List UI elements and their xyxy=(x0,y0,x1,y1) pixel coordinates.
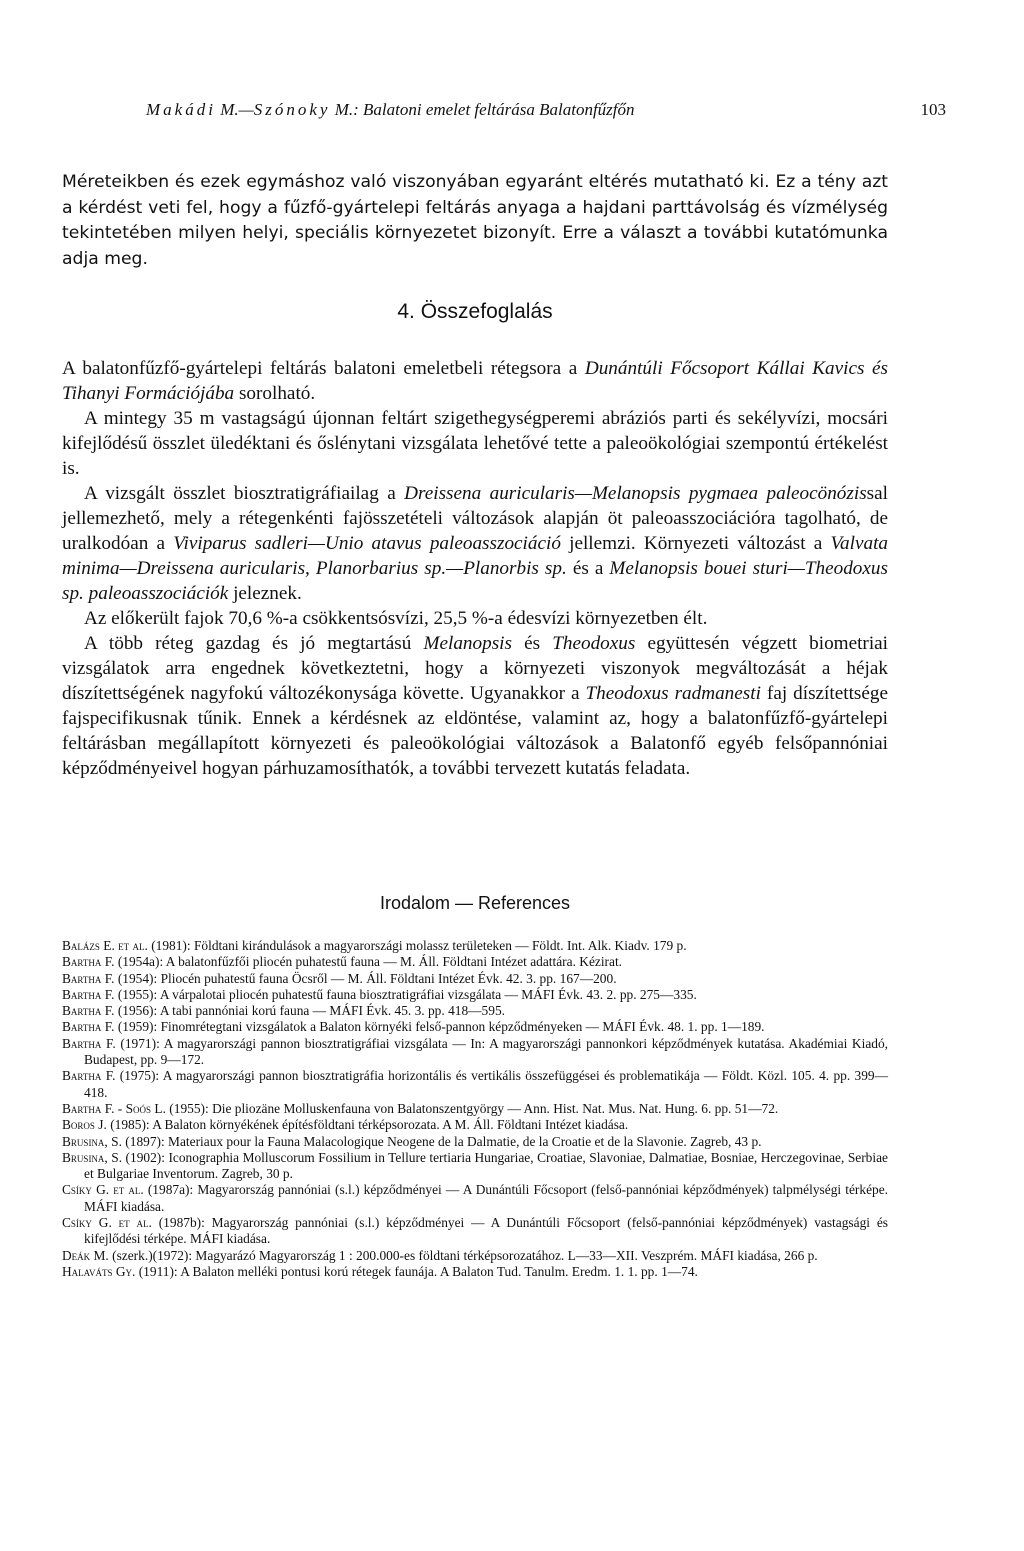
reference-text: (1975): A magyarországi pannon biosztratigráfia horizontális és vertikális összefüggései és problematikája — Földt. Közl. 105. 4. pp. 399—418. xyxy=(84,1068,888,1100)
reference-entry xyxy=(62,1068,888,1101)
references-list xyxy=(62,938,888,1280)
author-szonoky-initial: M.: xyxy=(330,100,364,119)
reference-author: Boros J. xyxy=(62,1117,107,1133)
text-run: és xyxy=(511,633,553,654)
text-run: sorolható. xyxy=(234,383,316,404)
reference-text: (1955): A várpalotai pliocén puhatestű fauna biosztratigráfiai vizsgálata — MÁFI Évk. 43. 2. pp. 275—335. xyxy=(114,986,697,1002)
italic-run: Viviparus sadleri—Unio atavus paleoasszociáció xyxy=(173,533,561,554)
reference-author: Bartha F. - Soós L. xyxy=(62,1100,166,1116)
reference-entry xyxy=(62,1150,888,1183)
italic-run: Valvata minima—Dreissena auricularis, Planorbarius sp.—Planorbis sp. xyxy=(62,533,888,579)
running-title: Balatoni emelet feltárása Balatonfűzfőn xyxy=(363,100,635,119)
author-makadi-initial: M.— xyxy=(215,100,254,119)
text-run: jellemzi. Környezeti változást a xyxy=(560,533,831,554)
reference-entry xyxy=(62,1134,888,1150)
reference-author: Bartha F. xyxy=(62,1068,116,1084)
reference-text: (1897): Materiaux pour la Fauna Malacologique Neogene de la Dalmatie, de la Croatie et de la Slavonie. Zagreb, 43 p. xyxy=(121,1133,762,1149)
running-header xyxy=(146,100,946,120)
reference-text: (1954): Pliocén puhatestű fauna Öcsről — M. Áll. Földtani Intézet Évk. 42. 3. pp. 167—200. xyxy=(114,970,617,986)
reference-entry xyxy=(62,954,888,970)
reference-text: (1959): Finomrétegtani vizsgálatok a Balaton környéki felső-pannon képződményeken — MÁFI Évk. 48. 1. pp. 1—189. xyxy=(114,1019,765,1035)
text-run: sal jellemezhető, mely a rétegenkénti fajösszetételi változások alapján öt paleoasszociációra tagolható, de uralkodóan a xyxy=(62,483,888,554)
italic-run: Theodoxus xyxy=(552,633,636,654)
reference-entry xyxy=(62,1182,888,1215)
page-number: 103 xyxy=(920,100,946,119)
reference-author: Halaváts Gy. xyxy=(62,1263,136,1279)
text-run: A vizsgált összlet biosztratigráfiailag a xyxy=(84,483,405,504)
text-run: A több réteg gazdag és jó megtartású xyxy=(84,633,424,654)
summary-paragraph-3 xyxy=(62,481,888,606)
reference-author: Deák M. xyxy=(62,1247,109,1263)
reference-author: Bartha F. xyxy=(62,954,115,970)
section-title: 4. Összefoglalás xyxy=(397,300,553,323)
summary-paragraph-4: Az előkerült fajok 70,6 %-a csökkentsósvízi, 25,5 %-a édesvízi környezetben élt. xyxy=(84,608,708,629)
reference-author: Csíky G. et al. xyxy=(62,1182,144,1198)
summary-paragraph-5 xyxy=(62,631,888,781)
reference-entry xyxy=(62,987,888,1003)
author-makadi: Makádi xyxy=(146,100,216,119)
reference-author: Bartha F. xyxy=(62,970,115,986)
reference-text: (szerk.)(1972): Magyarázó Magyarország 1 : 200.000-es földtani térképsorozatához. L—33—XII. Veszprém. MÁFI kiadása, 266 p. xyxy=(108,1247,818,1263)
reference-author: Balázs E. et al. xyxy=(62,938,148,953)
author-szonoky: Szónoky xyxy=(253,100,331,119)
reference-entry xyxy=(62,1117,888,1133)
reference-text: (1955): Die pliozäne Molluskenfauna von Balatonszentgyörgy — Ann. Hist. Nat. Mus. Nat. Hung. 6. pp. 51—72. xyxy=(165,1100,779,1116)
summary-body xyxy=(62,356,888,781)
reference-entry xyxy=(62,1036,888,1069)
reference-author: Csíky G. et al. xyxy=(62,1215,152,1231)
reference-text: (1987b): Magyarország pannóniai (s.l.) képződményei — A Dunántúli Főcsoport (felső-pannóniai képződmények) vastagsági és kifejlődési térképe. MÁFI kiadása. xyxy=(84,1215,888,1247)
reference-entry xyxy=(62,1019,888,1035)
reference-entry xyxy=(62,1003,888,1019)
reference-text: (1954a): A balatonfűzfői pliocén puhatestű fauna — M. Áll. Földtani Intézet adattára. Kézirat. xyxy=(114,954,623,970)
reference-text: (1971): A magyarországi pannon biosztratigráfiai vizsgálata — In: A magyarországi pannonkori képződmények kutatása. Akadémiai Kiadó, Budapest, pp. 9—172. xyxy=(84,1035,888,1068)
reference-text: (1902): Iconographia Molluscorum Fossilium in Tellure tertiaria Hungariae, Croatiae, Slavoniae, Dalmatiae, Bosniae, Herczegovinae, Serbiae et Bulgariae Inventorum. Zagreb, 30 p. xyxy=(84,1149,888,1182)
summary-paragraph-2: A mintegy 35 m vastagságú újonnan feltárt szigethegységperemi abráziós parti és sekélyvízi, mocsári kifejlődésű összlet üledéktani és őslénytani vizsgálata lehetővé tette a paleoökológiai szempontú értékelést is. xyxy=(62,408,888,479)
reference-author: Bartha F. xyxy=(62,986,115,1002)
reference-text: (1987a): Magyarország pannóniai (s.l.) képződményei — A Dunántúli Főcsoport (felső-pannóniai képződmények) talpmélységi térképe. MÁFI kiadása. xyxy=(84,1182,888,1214)
italic-run: Dunántúli Főcsoport Kállai Kavics és Tihanyi Formációjába xyxy=(62,358,888,404)
text-run: együttesén végzett biometriai vizsgálatok arra engednek következtetni, hogy a környezeti viszonyok megváltozását a héjak díszítettségének nagyfokú változékonysága követte. Ugyanakkor a xyxy=(62,633,889,704)
reference-text: (1956): A tabi pannóniai korú fauna — MÁFI Évk. 45. 3. pp. 418—595. xyxy=(114,1003,505,1019)
reference-entry xyxy=(62,1215,888,1248)
reference-entry xyxy=(62,1101,888,1117)
reference-author: Bartha F. xyxy=(62,1019,115,1035)
reference-entry xyxy=(62,971,888,987)
summary-paragraph-1 xyxy=(62,356,888,406)
reference-entry xyxy=(62,938,888,954)
text-run: A balatonfűzfő-gyártelepi feltárás balatoni emeletbeli rétegsora a xyxy=(62,358,585,379)
text-run: jeleznek. xyxy=(228,583,302,604)
italic-run: Melanopsis bouei sturi—Theodoxus sp. paleoasszociációk xyxy=(62,558,888,604)
reference-text: (1911): A Balaton melléki pontusi korú rétegek faunája. A Balaton Tud. Tanulm. Eredm. 1. 1. pp. 1—74. xyxy=(135,1263,698,1279)
italic-run: Melanopsis xyxy=(423,633,512,654)
reference-author: Bartha F. xyxy=(62,1003,115,1019)
italic-run: Dreissena auricularis—Melanopsis pygmaea paleocönózis xyxy=(404,483,867,504)
reference-text: (1985): A Balaton környékének építésföldtani térképsorozata. A M. Áll. Földtani Intézet kiadása. xyxy=(106,1117,629,1133)
reference-text: (1981): Földtani kirándulások a magyarországi molassz területeken — Földt. Int. Alk. Kiadv. 179 p. xyxy=(147,938,687,953)
intro-section xyxy=(62,170,888,272)
reference-entry xyxy=(62,1248,888,1264)
reference-author: Brusina, S. xyxy=(62,1149,123,1165)
italic-run: Theodoxus radmanesti xyxy=(585,683,761,704)
reference-author: Bartha F. xyxy=(62,1035,116,1051)
intro-paragraph: Méreteikben és ezek egymáshoz való viszonyában egyaránt eltérés mutatható ki. Ez a tény azt a kérdést veti fel, hogy a fűzfő-gyártelepi feltárás anyaga a hajdani parttávolság és vízmélység tekintetében milyen helyi, speciális környezetet bizonyít. Erre a választ a további kutatómunka adja meg. xyxy=(62,172,888,269)
reference-author: Brusina, S. xyxy=(62,1133,122,1149)
text-run: és a xyxy=(566,558,610,579)
reference-entry xyxy=(62,1264,888,1280)
text-run: faj díszítettsége fajspecifikusnak tűnik. Ennek a kérdésnek az eldöntése, valamint az, hogy a balatonfűzfő-gyártelepi feltárásban megállapított környezeti és paleoökológiai változások a Balatonfő egyéb felsőpannóniai képződményeivel hogyan párhuzamosíthatók, a további tervezett kutatás feladata. xyxy=(62,683,888,779)
references-title: Irodalom — References xyxy=(379,893,571,913)
